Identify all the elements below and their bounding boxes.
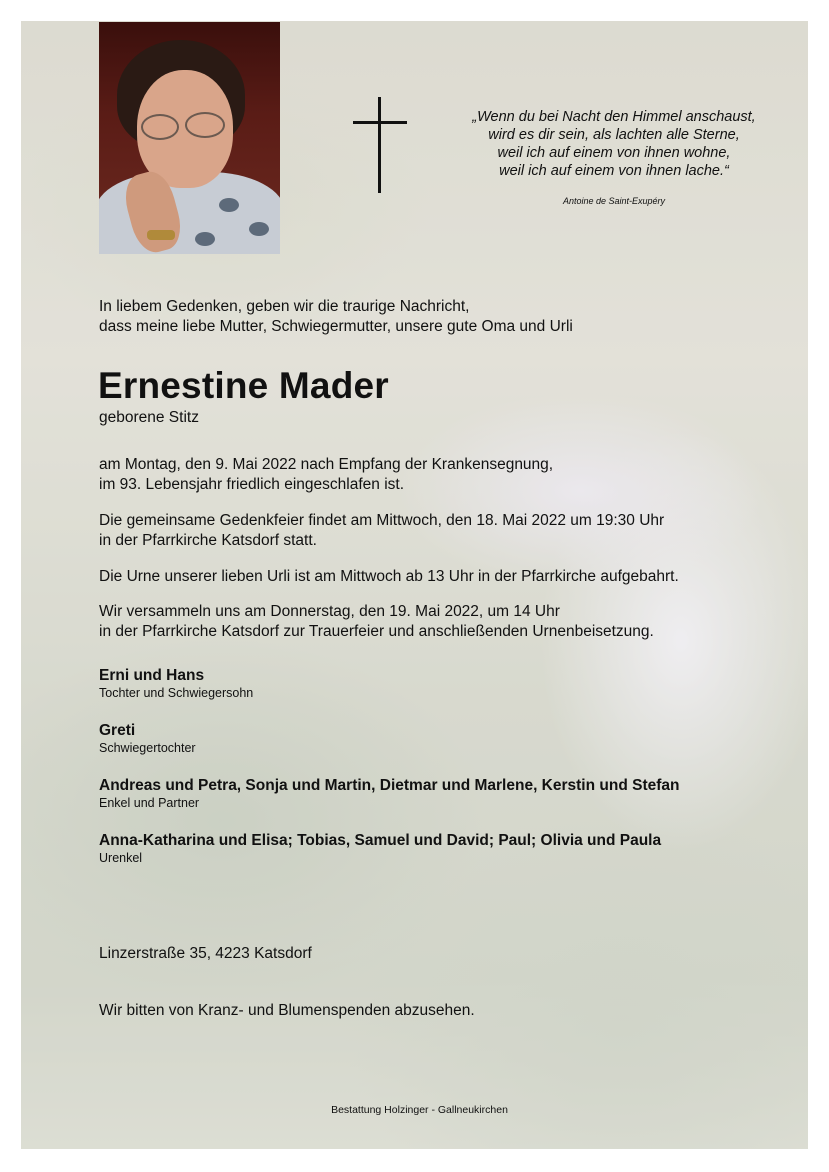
funeral-line: in der Pfarrkirche Katsdorf zur Trauerfeier und anschließenden Urnenbeisetzung. [99, 623, 654, 640]
obituary-sheet [21, 21, 808, 1149]
mourner-relation: Schwiegertochter [99, 741, 196, 755]
mourner-names: Greti [99, 722, 136, 739]
mourner-names: Anna-Katharina und Elisa; Tobias, Samuel und David; Paul; Olivia und Paula [99, 832, 662, 849]
quote-line: „Wenn du bei Nacht den Himmel anschaust, [472, 109, 756, 125]
death-line: am Montag, den 9. Mai 2022 nach Empfang der Krankensegnung, [99, 456, 554, 473]
mourner-relation: Urenkel [99, 851, 143, 865]
mourner-names: Erni und Hans [99, 667, 205, 684]
birth-name: geborene Stitz [99, 409, 199, 426]
funeral-line: Wir versammeln uns am Donnerstag, den 19. Mai 2022, um 14 Uhr [99, 603, 560, 620]
donation-request: Wir bitten von Kranz- und Blumenspenden abzusehen. [99, 1002, 475, 1019]
mourner-relation: Tochter und Schwiegersohn [99, 686, 254, 700]
intro-line: dass meine liebe Mutter, Schwiegermutter, unsere gute Oma und Urli [99, 318, 573, 335]
quote [446, 108, 782, 180]
intro-line: In liebem Gedenken, geben wir die traurige Nachricht, [99, 298, 470, 315]
death-line: im 93. Lebensjahr friedlich eingeschlafen ist. [99, 476, 405, 493]
footer-funeral-home: Bestattung Holzinger - Gallneukirchen [331, 1104, 508, 1116]
memorial-line: Die gemeinsame Gedenkfeier findet am Mittwoch, den 18. Mai 2022 um 19:30 Uhr [99, 512, 665, 529]
quote-author: Antoine de Saint-Exupéry [562, 196, 666, 206]
memorial-line: in der Pfarrkirche Katsdorf statt. [99, 532, 317, 549]
deceased-name: Ernestine Mader [98, 365, 389, 406]
quote-line: wird es dir sein, als lachten alle Sterne, [488, 127, 740, 143]
portrait-photo [99, 22, 280, 254]
address: Linzerstraße 35, 4223 Katsdorf [99, 945, 312, 962]
mourner-relation: Enkel und Partner [99, 796, 200, 810]
cross-icon [353, 97, 407, 193]
quote-line: weil ich auf einem von ihnen wohne, [497, 145, 731, 161]
quote-line: weil ich auf einem von ihnen lache.“ [499, 163, 729, 179]
urn-line: Die Urne unserer lieben Urli ist am Mittwoch ab 13 Uhr in der Pfarrkirche aufgebahrt. [99, 568, 679, 585]
mourner-names: Andreas und Petra, Sonja und Martin, Dietmar und Marlene, Kerstin und Stefan [99, 777, 680, 794]
